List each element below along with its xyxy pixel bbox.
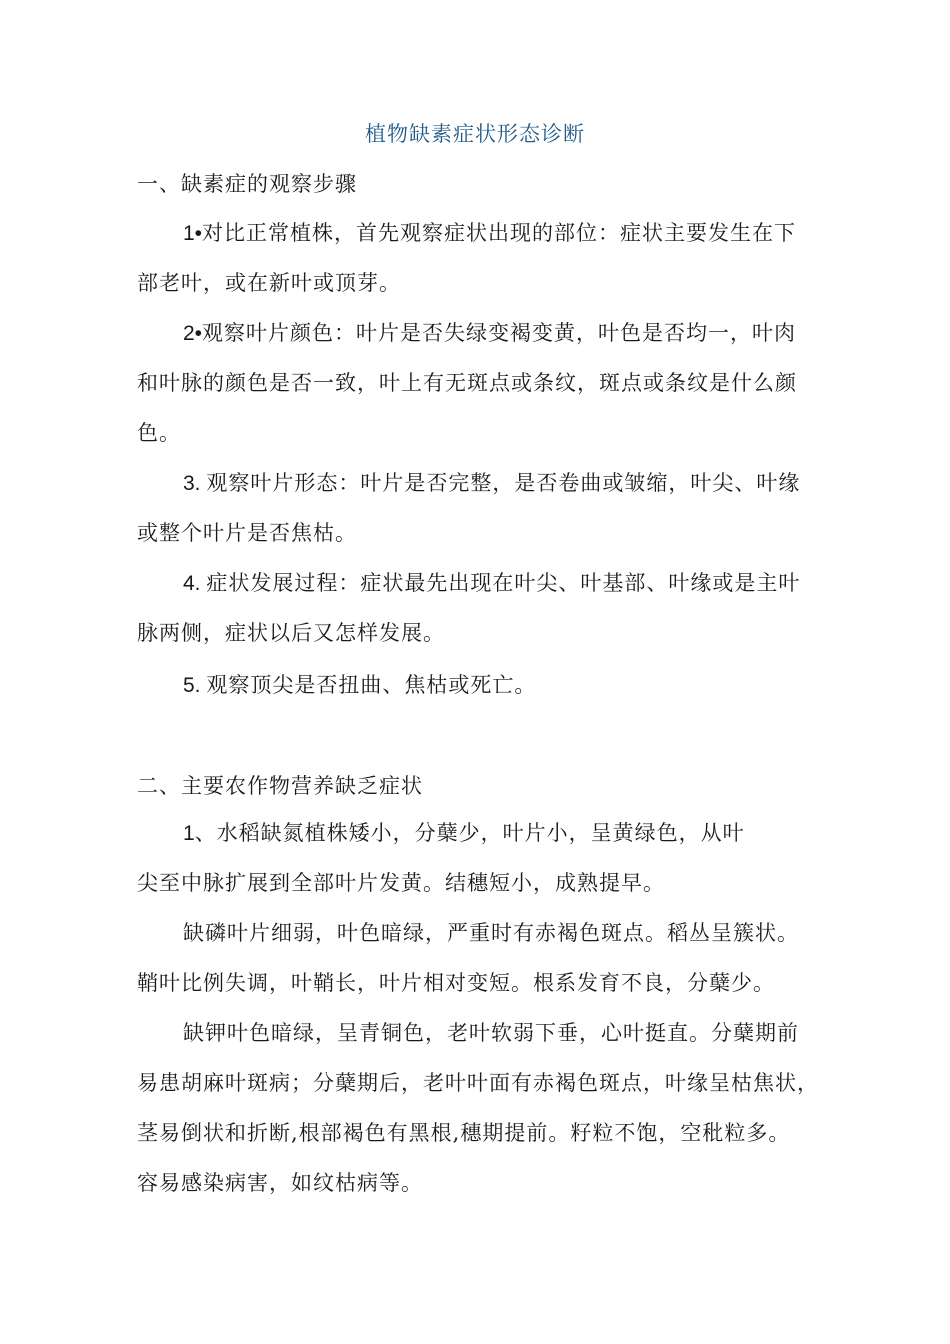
section-1-item-2-cont <box>137 358 827 458</box>
item-text: 尖至中脉扩展到全部叶片发黄。结穗短小，成熟提早。 <box>137 871 665 895</box>
item-number: 4. <box>183 572 207 595</box>
section-2-paragraph-1 <box>137 808 827 859</box>
item-text: 缺磷叶片细弱，叶色暗绿，严重时有赤褐色斑点。稻丛呈簇状。 <box>183 921 799 945</box>
section-2-paragraph-2-cont <box>137 958 827 1008</box>
section-1-item-1-cont <box>137 258 827 308</box>
item-number: 1 <box>183 822 195 845</box>
item-text: 对比正常植株，首先观察症状出现的部位：症状主要发生在下 <box>202 221 797 245</box>
item-text: 茎易倒状和折断,根部褐色有黑根,穗期提前。籽粒不饱，空秕粒多。 <box>137 1121 791 1145</box>
section-1-item-1 <box>137 208 827 259</box>
item-number: 1• <box>183 222 203 245</box>
item-text: 、水稻缺氮植株矮小，分蘖少，叶片小，呈黄绿色，从叶 <box>194 821 745 845</box>
section-1-item-4-cont <box>137 608 827 658</box>
section-1-item-4 <box>137 558 827 609</box>
item-text: 色。 <box>137 421 181 445</box>
section-2-paragraph-2 <box>137 908 827 958</box>
section-1-heading: 一、缺素症的观察步骤 <box>137 172 357 196</box>
item-text: 症状发展过程：症状最先出现在叶尖、叶基部、叶缘或是主叶 <box>206 571 801 595</box>
item-text: 观察叶片形态：叶片是否完整，是否卷曲或皱缩，叶尖、叶缘 <box>206 471 801 495</box>
section-1-item-3 <box>137 458 827 509</box>
item-number: 2• <box>183 322 203 345</box>
section-2-heading: 二、主要农作物营养缺乏症状 <box>137 774 423 798</box>
item-text: 易患胡麻叶斑病；分蘖期后，老叶叶面有赤褐色斑点，叶缘呈枯焦状， <box>137 1071 819 1095</box>
item-text: 观察叶片颜色：叶片是否失绿变褐变黄，叶色是否均一，叶肉 <box>202 321 797 345</box>
item-text: 缺钾叶色暗绿，呈青铜色，老叶软弱下垂，心叶挺直。分蘖期前 <box>183 1021 799 1045</box>
item-text: 脉两侧，症状以后又怎样发展。 <box>137 621 445 645</box>
item-text: 观察顶尖是否扭曲、焦枯或死亡。 <box>206 673 537 697</box>
section-2-paragraph-1-cont <box>137 858 827 908</box>
section-1-item-2 <box>137 308 827 359</box>
item-number: 3. <box>183 472 207 495</box>
item-text: 或整个叶片是否焦枯。 <box>137 521 357 545</box>
section-2-paragraph-3 <box>137 1008 827 1058</box>
section-2-paragraph-3-cont <box>137 1058 827 1208</box>
section-1-item-3-cont <box>137 508 827 558</box>
item-text: 部老叶，或在新叶或顶芽。 <box>137 271 401 295</box>
section-1-item-5 <box>137 660 827 711</box>
item-text: 容易感染病害，如纹枯病等。 <box>137 1171 423 1195</box>
document-title: 植物缺素症状形态诊断 <box>365 122 585 146</box>
item-number: 5. <box>183 674 207 697</box>
item-text: 鞘叶比例失调，叶鞘长，叶片相对变短。根系发育不良，分蘖少。 <box>137 971 775 995</box>
item-text: 和叶脉的颜色是否一致，叶上有无斑点或条纹，斑点或条纹是什么颜 <box>137 371 797 395</box>
